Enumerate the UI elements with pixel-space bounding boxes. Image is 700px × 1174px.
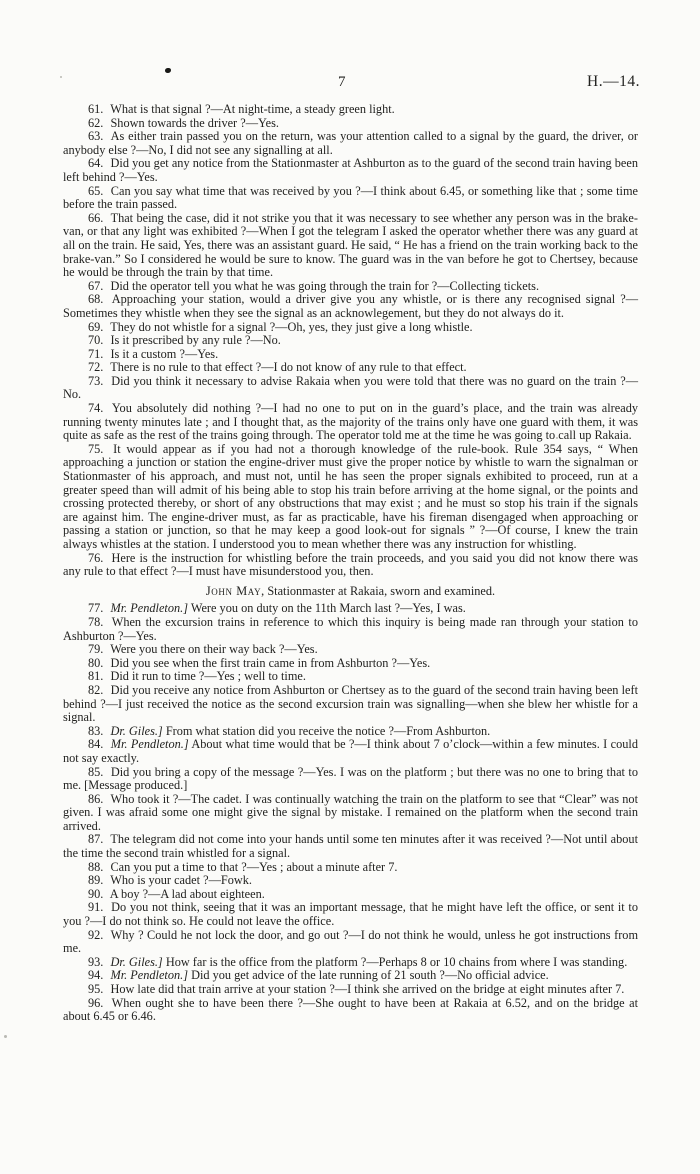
question-number: 86. xyxy=(88,791,104,806)
question-number: 84. xyxy=(88,737,104,752)
qa-paragraph xyxy=(63,766,638,793)
qa-text: They do not whistle for a signal ?—Oh, yes, they just give a long whistle. xyxy=(110,319,473,334)
speaker-name: Mr. Pendleton.] xyxy=(110,601,188,616)
qa-text: You absolutely did nothing ?—I had no one to put on in the guard’s place, and the train was already running twenty minutes late ; and I thought that, as the majority of the trains only have one guard with them, it was quite as safe as the rest of the trains going through. The operator told me at the time he was going to call up Rakaia. xyxy=(63,401,638,443)
qa-paragraph xyxy=(63,443,638,552)
speaker-name: Dr. Giles.] xyxy=(110,723,163,738)
qa-paragraph xyxy=(63,901,638,928)
question-number: 77. xyxy=(88,601,104,616)
question-number: 90. xyxy=(88,886,104,901)
qa-paragraph xyxy=(63,956,638,970)
qa-text: Did it run to time ?—Yes ; well to time. xyxy=(110,669,306,684)
qa-text: Why ? Could he not lock the door, and go out ?—I do not think he would, unless he got instructions from me. xyxy=(63,927,639,956)
qa-paragraph xyxy=(63,361,638,375)
question-number: 75. xyxy=(88,441,104,456)
question-number: 65. xyxy=(88,183,104,198)
qa-text: Here is the instruction for whistling before the train proceeds, and you said you did not know there was any rule to that effect ?—I must have misunderstood you, then. xyxy=(63,550,639,579)
qa-text: Approaching your station, would a driver give you any whistle, or is there any recognised signal ?—Sometimes they whistle when they see the signal as an acknowlegement, but they do not always do it. xyxy=(63,292,638,320)
qa-text: Did you get advice of the late running of 21 south ?—No official advice. xyxy=(191,968,549,983)
qa-paragraph xyxy=(63,130,638,157)
question-number: 63. xyxy=(88,129,104,144)
question-number: 85. xyxy=(88,764,104,779)
qa-text: Did you get any notice from the Stationmaster at Ashburton as to the guard of the second train having been left behind ?—Yes. xyxy=(63,156,638,184)
question-number: 70. xyxy=(88,333,104,348)
question-number: 92. xyxy=(88,927,104,942)
question-number: 83. xyxy=(88,723,104,738)
qa-paragraph xyxy=(63,725,638,739)
qa-paragraph xyxy=(63,643,638,657)
question-number: 94. xyxy=(88,968,104,983)
qa-text: Were you on duty on the 11th March last ?—Yes, I was. xyxy=(190,601,466,616)
question-number: 72. xyxy=(88,360,104,375)
qa-text: How late did that train arrive at your station ?—I think she arrived on the bridge at eight minutes after 7. xyxy=(110,982,625,996)
speaker-name: Mr. Pendleton.] xyxy=(110,737,189,752)
qa-text: It would appear as if you had not a thorough knowledge of the rule-book. Rule 354 says, “ When approaching a junction or station the engine-driver must give the proper notice by whistle to warn the signalman or Stationmaster of his approach, and must not, until he has seen the proper signals exhibited to proceed, run at a greater speed than will admit of his being able to stop his train before arriving at the home signal, or the points and crossing protected thereby, or short of any obstructions that may exist ; and he must so stop his train if the signals are against him. The engine-driver must, as far as practicable, have his fireman disengaged when approaching or passing a station or junction, so that he may keep a good look-out for signals ” ?—Of course, I knew the train always whistles at the station. I understood you to mean whether there was any instruction for whistling. xyxy=(63,441,638,551)
qa-text: That being the case, did it not strike you that it was necessary to see whether any person was in the brake-van, or that any light was exhibited ?—When I got the telegram I asked the operator whether there was any guard at all on the train. He said, Yes, there was an assistant guard. He said, “ He has a friend on the train working back to the brake-van.” So I considered he would be sure to know. The guard was in the van before he got to Chertsey, because he would be through the train by that time. xyxy=(63,210,638,280)
question-number: 74. xyxy=(88,401,104,416)
qa-text: Is it prescribed by any rule ?—No. xyxy=(110,333,281,348)
question-number: 93. xyxy=(88,954,104,969)
question-number: 95. xyxy=(88,982,104,996)
question-number: 96. xyxy=(88,995,104,1010)
qa-text: Can you put a time to that ?—Yes ; about a minute after 7. xyxy=(110,859,398,874)
qa-paragraph xyxy=(63,321,638,335)
qa-text: Can you say what time that was received by you ?—I think about 6.45, or something like that ; some time before the train passed. xyxy=(63,183,638,212)
qa-text: As either train passed you on the return, was your attention called to a signal by the guard, the driver, or anybody else ?—No, I did not see any signalling at all. xyxy=(63,129,638,157)
question-number: 67. xyxy=(88,278,104,293)
folio-reference: H.—14. xyxy=(587,73,640,90)
question-number: 88. xyxy=(88,859,104,874)
qa-text: When the excursion trains in reference to which this inquiry is being made ran through your station to Ashburton ?—Yes. xyxy=(63,614,638,643)
qa-text: Did the operator tell you what he was going through the train for ?—Collecting tickets. xyxy=(110,278,540,293)
qa-paragraph xyxy=(63,602,638,616)
qa-text: Did you bring a copy of the message ?—Yes. I was on the platform ; but there was no one to bring that to me. [Message produced.] xyxy=(63,764,638,793)
qa-paragraph xyxy=(63,738,638,765)
witness-name: John May xyxy=(205,583,262,598)
qa-paragraph xyxy=(63,293,638,320)
question-number: 69. xyxy=(88,319,104,334)
qa-paragraph xyxy=(63,670,638,684)
qa-paragraph xyxy=(63,185,638,212)
qa-paragraph xyxy=(63,117,638,131)
qa-paragraph xyxy=(63,348,638,362)
qa-paragraph xyxy=(63,212,638,280)
qa-text: Did you see when the first train came in from Ashburton ?—Yes. xyxy=(110,655,431,670)
question-number: 68. xyxy=(88,292,104,307)
qa-paragraph xyxy=(63,684,638,725)
qa-paragraph xyxy=(63,861,638,875)
qa-paragraph xyxy=(63,657,638,671)
question-number: 61. xyxy=(88,102,104,116)
question-number: 76. xyxy=(88,550,104,565)
qa-text: There is no rule to that effect ?—I do not know of any rule to that effect. xyxy=(110,360,467,375)
qa-paragraph xyxy=(63,375,638,402)
qa-paragraph xyxy=(63,929,638,956)
testimony-text xyxy=(63,103,638,1024)
qa-text: Do you not think, seeing that it was an important message, that he might have left the office, or sent it to you ?—I do not think so. He could not leave the office. xyxy=(63,900,638,929)
qa-paragraph xyxy=(63,616,638,643)
qa-text: What is that signal ?—At night-time, a steady green light. xyxy=(110,102,395,116)
question-number: 64. xyxy=(88,156,104,171)
qa-text: Shown towards the driver ?—Yes. xyxy=(110,115,279,130)
qa-text: Is it a custom ?—Yes. xyxy=(110,346,219,361)
qa-paragraph xyxy=(63,157,638,184)
qa-text: Did you think it necessary to advise Rakaia when you were told that there was no guard on the train ?—No. xyxy=(63,373,639,402)
qa-paragraph xyxy=(63,280,638,294)
qa-paragraph xyxy=(63,983,638,997)
qa-text: The telegram did not come into your hands until some ten minutes after it was received ?—Not until about the time the second train whistled for a signal. xyxy=(63,832,638,861)
qa-paragraph xyxy=(63,969,638,983)
qa-text: How far is the office from the platform ?—Perhaps 8 or 10 chains from where I was standing. xyxy=(165,954,628,969)
speaker-name: Dr. Giles.] xyxy=(110,954,163,969)
qa-paragraph xyxy=(63,874,638,888)
question-number: 79. xyxy=(88,642,104,657)
qa-text: From what station did you receive the notice ?—From Ashburton. xyxy=(165,723,491,738)
question-number: 80. xyxy=(88,655,104,670)
question-number: 81. xyxy=(88,669,104,684)
question-number: 66. xyxy=(88,210,104,225)
qa-text: About what time would that be ?—I think about 7 o’clock—within a few minutes. I could not say exactly. xyxy=(63,737,638,765)
qa-paragraph xyxy=(63,334,638,348)
question-number: 73. xyxy=(88,373,104,388)
question-number: 87. xyxy=(88,832,104,847)
question-number: 91. xyxy=(88,900,104,915)
qa-text: Who is your cadet ?—Fowk. xyxy=(110,873,252,888)
speaker-name: Mr. Pendleton.] xyxy=(110,968,188,983)
qa-text: Did you receive any notice from Ashburton or Chertsey as to the guard of the second train having been left behind ?—I just received the notice as the second excursion train was signalling—when she blew her whistle for a signal. xyxy=(63,682,638,725)
qa-paragraph xyxy=(63,888,638,902)
ink-dot xyxy=(165,68,171,73)
testimony-part-2 xyxy=(63,602,638,1023)
qa-paragraph xyxy=(63,793,638,834)
qa-paragraph xyxy=(63,552,638,579)
qa-paragraph xyxy=(63,402,638,443)
qa-text: A boy ?—A lad about eighteen. xyxy=(109,886,265,901)
qa-text: When ought she to have been there ?—She ought to have been at Rakaia at 6.52, and on the bridge at about 6.45 or 6.46. xyxy=(63,995,638,1024)
qa-paragraph xyxy=(63,997,638,1024)
qa-paragraph xyxy=(63,103,638,117)
qa-text: Were you there on their way back ?—Yes. xyxy=(110,642,318,657)
question-number: 71. xyxy=(88,346,104,361)
question-number: 78. xyxy=(88,614,104,629)
witness-heading xyxy=(63,585,638,599)
qa-paragraph xyxy=(63,833,638,860)
paper-speck xyxy=(4,1035,7,1038)
witness-heading-rest: , Stationmaster at Rakaia, sworn and examined. xyxy=(261,583,496,598)
page-number: 7 xyxy=(338,74,346,90)
qa-text: Who took it ?—The cadet. I was continually watching the train on the platform to see that “Clear” was not given. I was afraid some one might give the signal by mistake. I remained on the platform when the second train arrived. xyxy=(63,791,638,833)
question-number: 82. xyxy=(88,682,104,697)
testimony-part-1 xyxy=(63,103,638,579)
question-number: 89. xyxy=(88,873,104,888)
question-number: 62. xyxy=(88,115,104,130)
